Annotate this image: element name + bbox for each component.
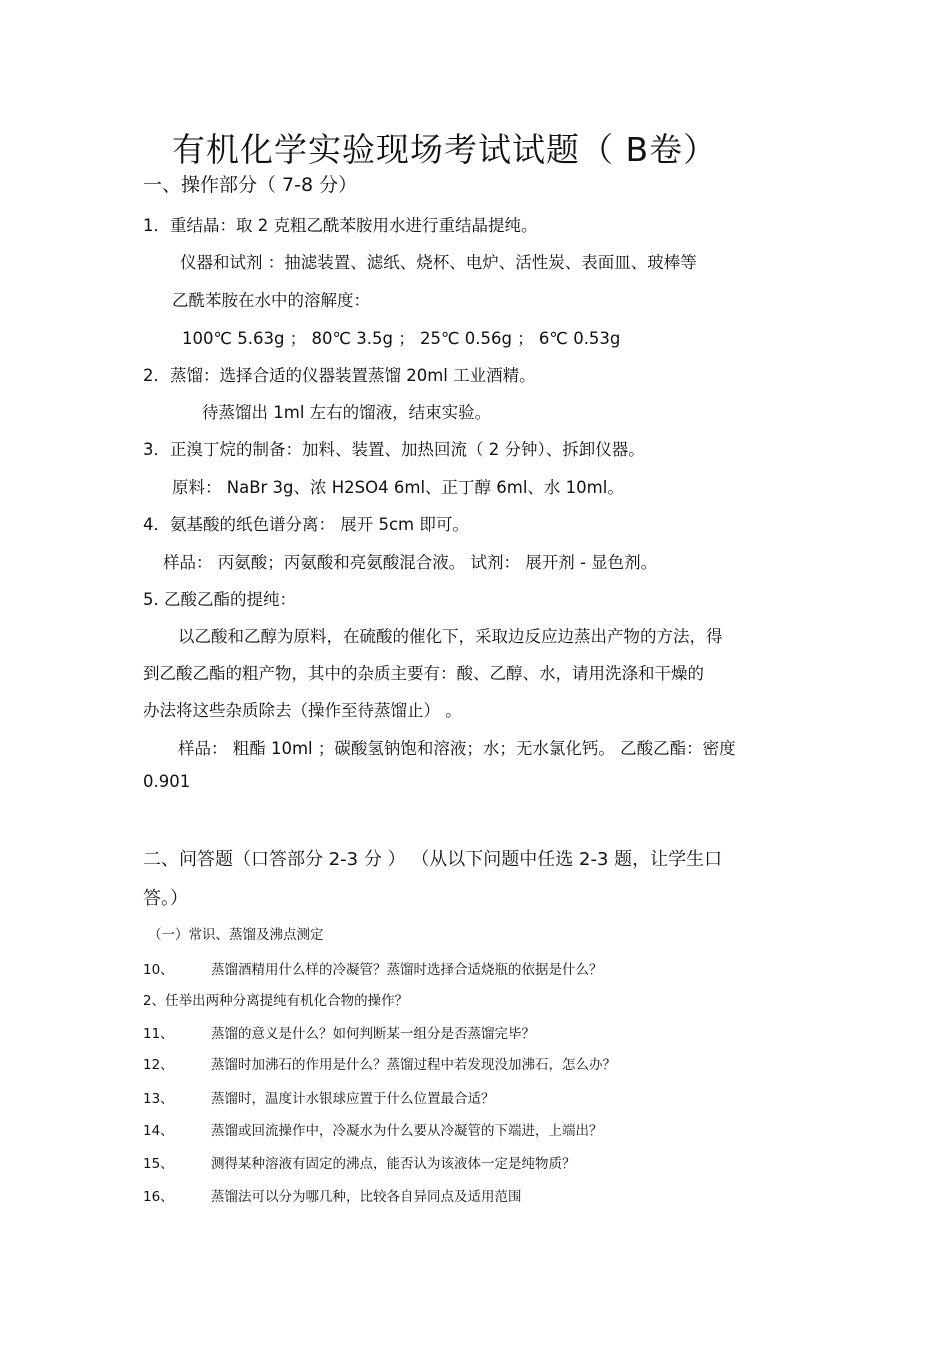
part2-heading-cont: 答。） — [143, 888, 188, 909]
item-4-samples: 样品： 丙氨酸；丙氨酸和亮氨酸混合液。 试剂： 展开剂 - 显色剂。 — [163, 553, 658, 572]
question-item — [143, 1053, 616, 1073]
question-item — [143, 1087, 495, 1107]
item-2-distillation: 2．蒸馏：选择合适的仪器装置蒸馏 20ml 工业酒精。 — [143, 366, 536, 385]
page-title: 有机化学实验现场考试试题（ B卷） — [172, 130, 718, 169]
question-text: 蒸馏时，温度计水银球应置于什么位置最合适？ — [211, 1091, 495, 1107]
part2-heading: 二、问答题（口答部分 2-3 分 ） （从以下问题中任选 2-3 题，让学生口 — [143, 849, 723, 870]
question-text: 蒸馏酒精用什么样的冷凝管？蒸馏时选择合适烧瓶的依据是什么？ — [211, 962, 603, 978]
part1-heading: 一、操作部分（ 7-8 分） — [143, 174, 358, 196]
item-2-instruction: 待蒸馏出 1ml 左右的馏液，结束实验。 — [202, 403, 492, 422]
question-text: 2、任举出两种分离提纯有机化合物的操作？ — [143, 993, 409, 1009]
question-number: 12、 — [143, 1057, 174, 1073]
question-item — [143, 958, 603, 978]
item-3-materials: 原料： NaBr 3g、浓 H2SO4 6ml、正丁醇 6ml、水 10ml。 — [172, 478, 624, 497]
question-number: 14、 — [143, 1123, 174, 1139]
item-1-equipment: 仪器和试剂 ：抽滤装置、滤纸、烧杯、电炉、活性炭、表面皿、玻棒等 — [180, 253, 697, 272]
item-5-density: 0.901 — [143, 772, 191, 791]
item-5-desc-3: 办法将这些杂质除去（操作至待蒸馏止） 。 — [143, 701, 462, 720]
question-text: 蒸馏法可以分为哪几种，比较各自异同点及适用范围 — [211, 1189, 522, 1205]
item-1-solubility-label: 乙酰苯胺在水中的溶解度： — [172, 291, 370, 310]
part2-subheading: （一）常识、蒸馏及沸点测定 — [148, 927, 324, 943]
question-text: 测得某种溶液有固定的沸点，能否认为该液体一定是纯物质？ — [211, 1156, 576, 1172]
item-5-samples: 样品： 粗酯 10ml ；碳酸氢钠饱和溶液；水；无水氯化钙。 乙酸乙酯：密度 — [178, 739, 736, 758]
question-number: 13、 — [143, 1091, 174, 1107]
item-5-ethyl-acetate: 5. 乙酸乙酯的提纯： — [143, 590, 296, 609]
question-item — [143, 989, 408, 1009]
question-item — [143, 1022, 535, 1042]
item-1-solubility-values: 100℃ 5.63g ； 80℃ 3.5g ； 25℃ 0.56g ； 6℃ 0.53g — [182, 329, 621, 348]
question-item — [143, 1119, 603, 1139]
item-3-bromobutane: 3．正溴丁烷的制备：加料、装置、加热回流（ 2 分钟）、拆卸仪器。 — [143, 440, 645, 459]
question-item — [143, 1185, 522, 1205]
question-number: 10、 — [143, 962, 174, 978]
question-text: 蒸馏时加沸石的作用是什么？蒸馏过程中若发现没加沸石，怎么办？ — [211, 1057, 616, 1073]
item-5-desc-1: 以乙酸和乙醇为原料，在硫酸的催化下，采取边反应边蒸出产物的方法，得 — [178, 627, 723, 646]
question-number: 15、 — [143, 1156, 174, 1172]
item-1-recrystallization: 1．重结晶：取 2 克粗乙酰苯胺用水进行重结晶提纯。 — [143, 216, 538, 235]
question-number: 11、 — [143, 1026, 174, 1042]
question-text: 蒸馏的意义是什么？如何判断某一组分是否蒸馏完毕？ — [211, 1026, 535, 1042]
question-text: 蒸馏或回流操作中，冷凝水为什么要从冷凝管的下端进，上端出？ — [211, 1123, 603, 1139]
item-4-chromatography: 4．氨基酸的纸色谱分离： 展开 5cm 即可。 — [143, 515, 469, 534]
question-number: 16、 — [143, 1189, 174, 1205]
question-item — [143, 1152, 576, 1172]
item-5-desc-2: 到乙酸乙酯的粗产物，其中的杂质主要有：酸、乙醇、水，请用洗涤和干燥的 — [143, 664, 704, 683]
